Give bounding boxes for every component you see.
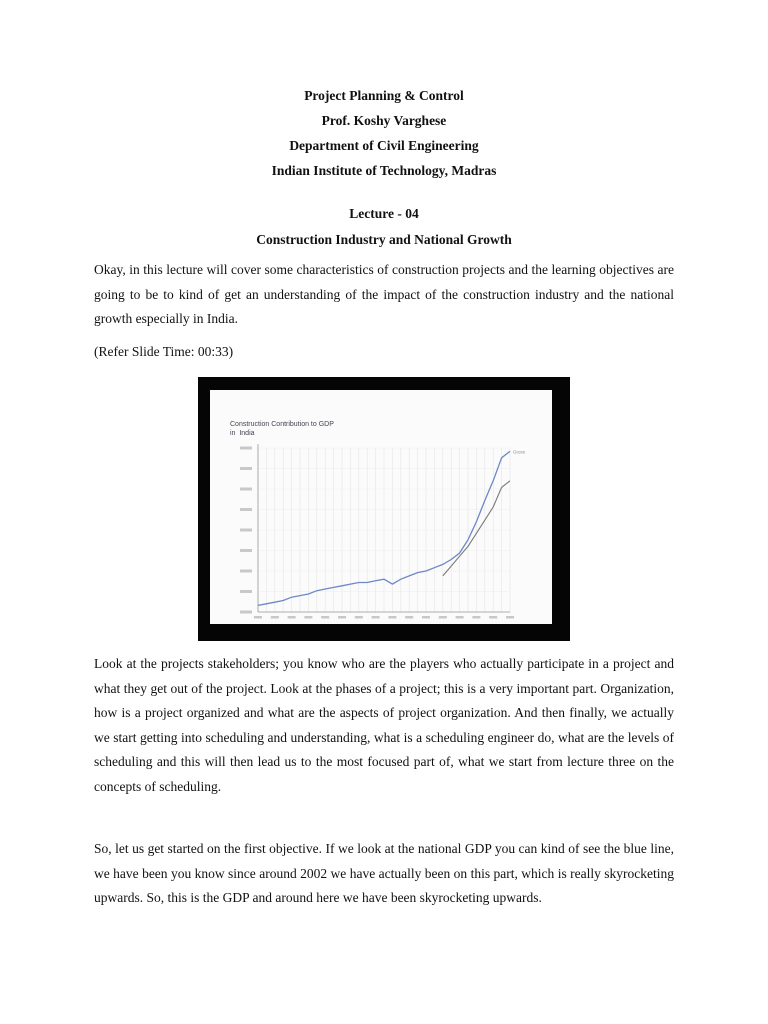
x-tick-label: [506, 616, 514, 619]
y-tick-label: [240, 529, 252, 532]
gdp-line-chart: [210, 390, 552, 624]
x-tick-label: [489, 616, 497, 619]
x-tick-label: [405, 616, 413, 619]
y-tick-label: [240, 590, 252, 593]
y-tick-label: [240, 467, 252, 470]
x-tick-label: [355, 616, 363, 619]
y-tick-label: [240, 488, 252, 491]
course-title: Project Planning & Control: [304, 88, 464, 103]
x-tick-label: [456, 616, 464, 619]
series-end-label: Gross: [513, 449, 526, 455]
x-tick-label: [422, 616, 430, 619]
slide-content: [210, 390, 552, 624]
intro-paragraph: Okay, in this lecture will cover some characteristics of construction projects and the learning objectives are going to be to kind of get an understanding of the impact of the construction industry and the national growth especially in India.: [94, 262, 674, 326]
x-tick-label: [288, 616, 296, 619]
lecture-title: Construction Industry and National Growth: [256, 232, 512, 247]
department-name: Department of Civil Engineering: [289, 138, 479, 153]
stakeholders-paragraph: Look at the projects stakeholders; you know who are the players who actually participate in a project and what they get out of the project. Look at the phases of a project; this is a very important part. Organization, how is a project organized and what are the aspects of project organization. And then finally, we actually we start getting into scheduling and understanding, what is a scheduling engineer do, what are the levels of scheduling and this will then lead us to the most focused part of, what we start from lecture three on the concepts of scheduling.: [94, 656, 674, 794]
chart-title: Construction Contribution to GDP in India: [230, 421, 334, 437]
y-tick-label: [240, 549, 252, 552]
y-tick-label: [240, 447, 252, 450]
institute-name: Indian Institute of Technology, Madras: [271, 163, 497, 178]
x-tick-label: [271, 616, 279, 619]
x-tick-label: [321, 616, 329, 619]
x-tick-label: [254, 616, 262, 619]
y-tick-label: [240, 508, 252, 511]
x-tick-label: [304, 616, 312, 619]
slide-time-reference: (Refer Slide Time: 00:33): [94, 344, 234, 359]
professor-name: Prof. Koshy Varghese: [321, 113, 447, 128]
gdp-objective-paragraph: So, let us get started on the first objective. If we look at the national GDP you can kind of see the blue line, we have been you know since around 2002 we have actually been on this part, which is really skyrocketing upwards. So, this is the GDP and around here we have been skyrocketing upwards.: [94, 841, 674, 905]
x-tick-label: [388, 616, 396, 619]
x-tick-label: [372, 616, 380, 619]
x-tick-label: [439, 616, 447, 619]
y-tick-label: [240, 570, 252, 573]
slide-image: [198, 377, 570, 641]
x-tick-label: [472, 616, 480, 619]
y-tick-label: [240, 611, 252, 614]
lecture-number: Lecture - 04: [349, 206, 419, 221]
x-tick-label: [338, 616, 346, 619]
